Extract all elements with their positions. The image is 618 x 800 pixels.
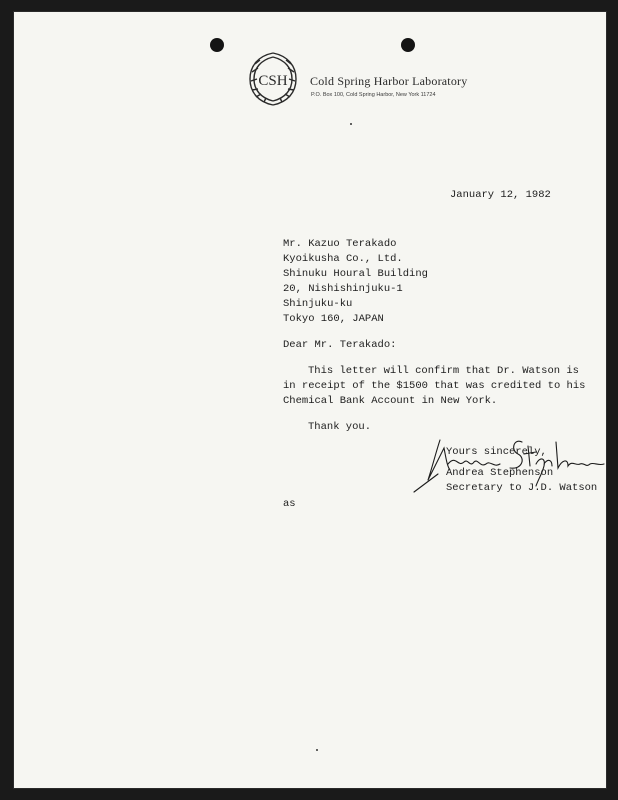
body-line-1: This letter will confirm that Dr. Watson is [308,365,579,377]
signer-title: Secretary to J.D. Watson [446,482,598,494]
recipient-city: Tokyo 160, JAPAN [283,313,384,325]
typist-initials: as [283,498,296,510]
letter-date: January 12, 1982 [450,189,551,201]
body-line-2: in receipt of the $1500 that was credited to his [283,380,586,392]
signer-name: Andrea Stephenson [446,467,554,479]
body-line-3: Chemical Bank Account in New York. [283,395,498,407]
closing: Yours sincerely, [446,446,547,458]
punch-hole-right [401,38,415,52]
recipient-ward: Shinjuku-ku [283,298,353,310]
recipient-street: 20, Nishishinjuku-1 [283,283,403,295]
page-speck [350,123,352,125]
punch-hole-left [210,38,224,52]
org-address: P.O. Box 100, Cold Spring Harbor, New York 11724 [311,92,436,98]
logo-text: CSH [258,73,288,89]
recipient-company: Kyoikusha Co., Ltd. [283,253,403,265]
org-name: Cold Spring Harbor Laboratory [310,74,468,88]
recipient-name: Mr. Kazuo Terakado [283,238,397,250]
recipient-building: Shinuku Houral Building [283,268,428,280]
salutation: Dear Mr. Terakado: [283,339,397,351]
thanks-line: Thank you. [308,421,372,433]
page-speck-bottom [316,749,318,751]
csh-logo [246,50,300,108]
letter-page [14,12,606,788]
